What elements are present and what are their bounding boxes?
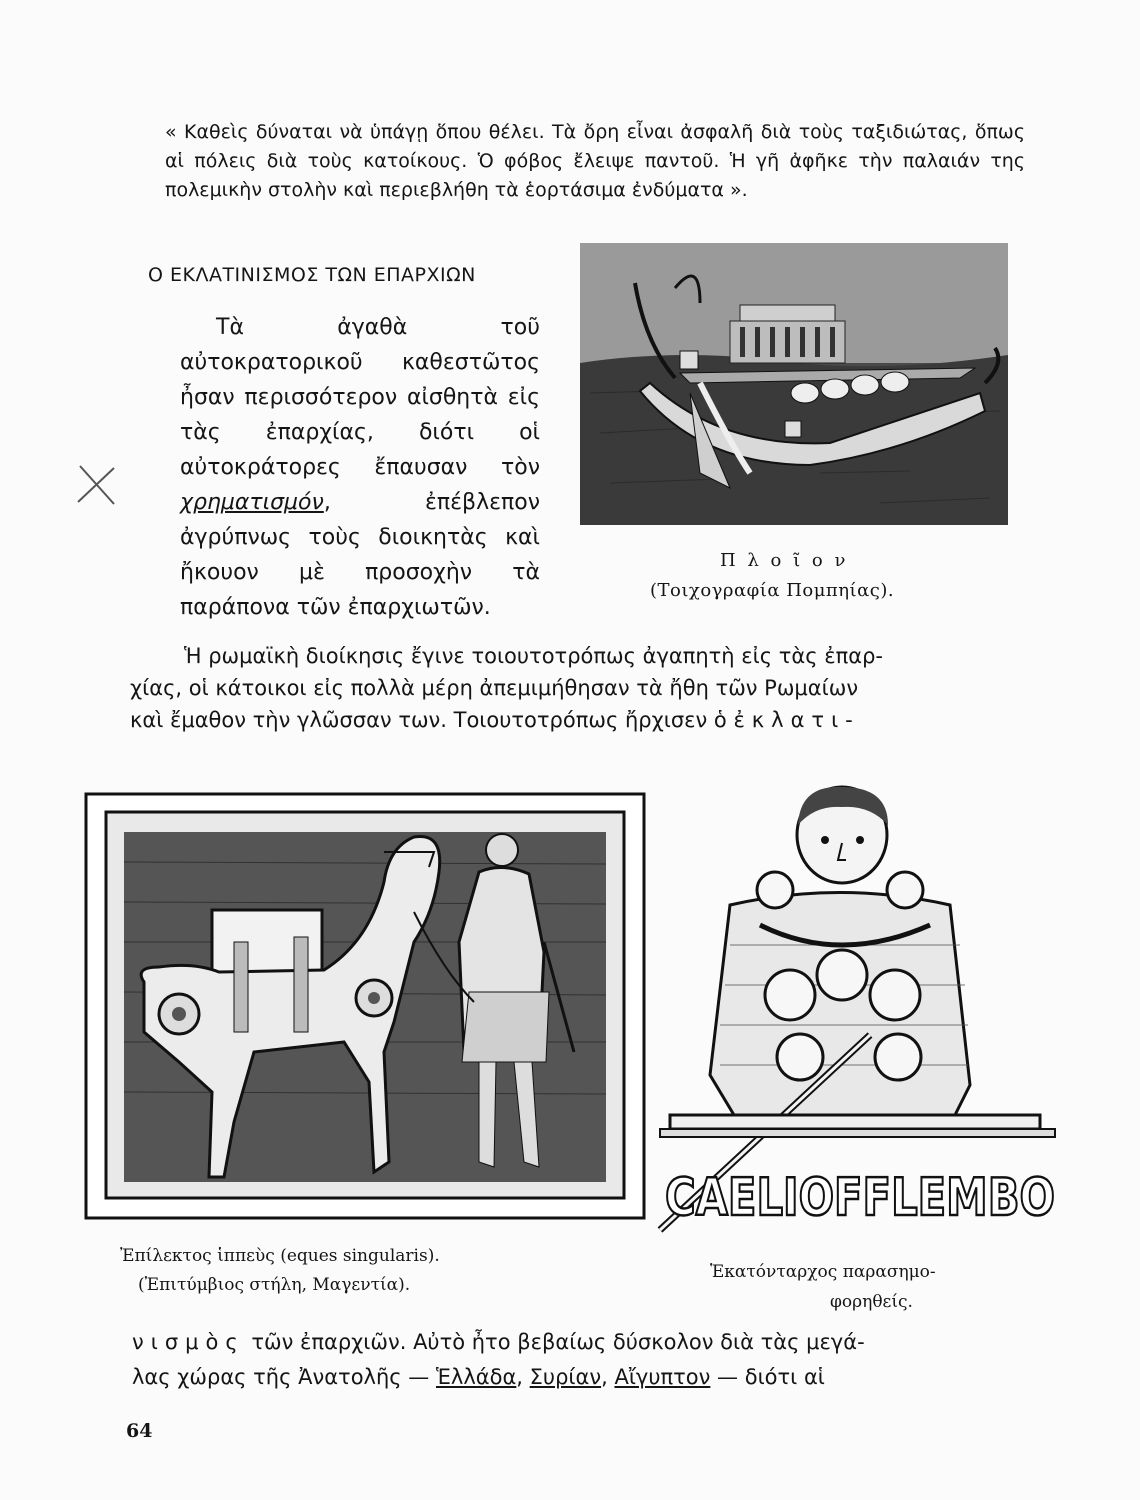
margin-x-mark [74, 462, 120, 508]
main-paragraph-line-3 [130, 704, 1010, 736]
inscription-text: CAELIOFFLEMBO [665, 1168, 1055, 1228]
closing-paragraph [132, 1325, 1002, 1395]
column-text-italic: χρηματισμόν [180, 490, 324, 515]
closing-line-2-c: , [601, 1365, 615, 1389]
column-paragraph [180, 310, 540, 625]
column-text-end: , ἐπέβλεπον ἀγρύπνως τοὺς διοικητὰς καὶ ἤκουον μὲ προσοχὴν τὰ παράπονα τῶν ἐπαρχιωτῶν. [180, 490, 540, 620]
section-heading: Ο ΕΚΛΑΤΙΝΙΣΜΟΣ ΤΩΝ ΕΠΑΡΧΙΩΝ [148, 264, 476, 286]
main-paragraph-line-1: Ἡ ρωμαϊκὴ διοίκησις ἔγινε τοιουτοτρόπως ἀγαπητὴ εἰς τὰς ἐπαρ- [184, 644, 883, 668]
column-text-start: Τὰ ἀγαθὰ τοῦ αὐτοκρατορικοῦ καθεστῶτος ἦσαν περισσότερον αἰσθητὰ εἰς τὰς ἐπαρχίας, διότι οἱ αὐτοκράτορες ἔπαυσαν τὸν [180, 315, 540, 480]
closing-paragraph-line-2 [132, 1360, 1002, 1395]
underlined-syria: Συρίαν [529, 1365, 602, 1389]
ship-caption-title: Π λ ο ῖ ο ν [720, 550, 849, 571]
page-number: 64 [126, 1420, 153, 1442]
main-paragraph-line-2: χίας, οἱ κάτοικοι εἰς πολλὰ μέρη ἀπεμιμήθησαν τὰ ἤθη τῶν Ρωμαίων [130, 676, 859, 700]
main-paragraph-line-3-text: καὶ ἔμαθον τὴν γλῶσσαν των. Τοιουτοτρόπως ἤρχισεν ὁ [130, 708, 727, 732]
horseman-caption-2: (Ἐπιτύμβιος στήλη, Μαγεντία). [138, 1275, 411, 1295]
closing-line-1-rest: τῶν ἐπαρχιῶν. Αὐτὸ ἦτο βεβαίως δύσκολον διὰ τὰς μεγά- [244, 1330, 865, 1354]
underlined-egypt: Αἴγυπτον [614, 1365, 711, 1389]
horseman-stele-image [84, 792, 646, 1220]
ship-fresco-image [580, 243, 1008, 525]
centurion-caption-2: φορηθείς. [830, 1292, 913, 1312]
ship-caption-source: (Τοιχογραφία Πομπηίας). [650, 580, 895, 601]
centurion-caption-1: Ἑκατόνταρχος παρασημο- [710, 1262, 936, 1282]
closing-paragraph-line-1 [132, 1325, 1002, 1360]
underlined-greece: Ἑλλάδα [435, 1365, 517, 1389]
main-paragraph [130, 640, 1010, 736]
closing-line-2-d: — διότι αἱ [710, 1365, 825, 1389]
closing-line-2-b: , [516, 1365, 530, 1389]
main-paragraph-line-3-spaced: ἐκλατι- [733, 708, 860, 732]
opening-quote: « Καθεὶς δύναται νὰ ὑπάγῃ ὅπου θέλει. Τὰ ὄρη εἶναι ἀσφαλῆ διὰ τοὺς ταξιδιώτας, ὅπως αἱ πόλεις διὰ τοὺς κατοίκους. Ὁ φόβος ἔλειψε παντοῦ. Ἡ γῆ ἀφῆκε τὴν παλαιάν της πολεμικὴν στολὴν καὶ περιεβλήθη τὰ ἑορτάσιμα ἐνδύματα ». [165, 121, 1025, 201]
closing-spaced-word: νισμὸς [132, 1330, 245, 1354]
closing-line-2-a: λας χώρας τῆς Ἀνατολῆς — [132, 1365, 436, 1389]
horseman-caption-1: Ἐπίλεκτος ἱππεὺς (eques singularis). [120, 1246, 440, 1266]
centurion-inscription [660, 1160, 1060, 1230]
